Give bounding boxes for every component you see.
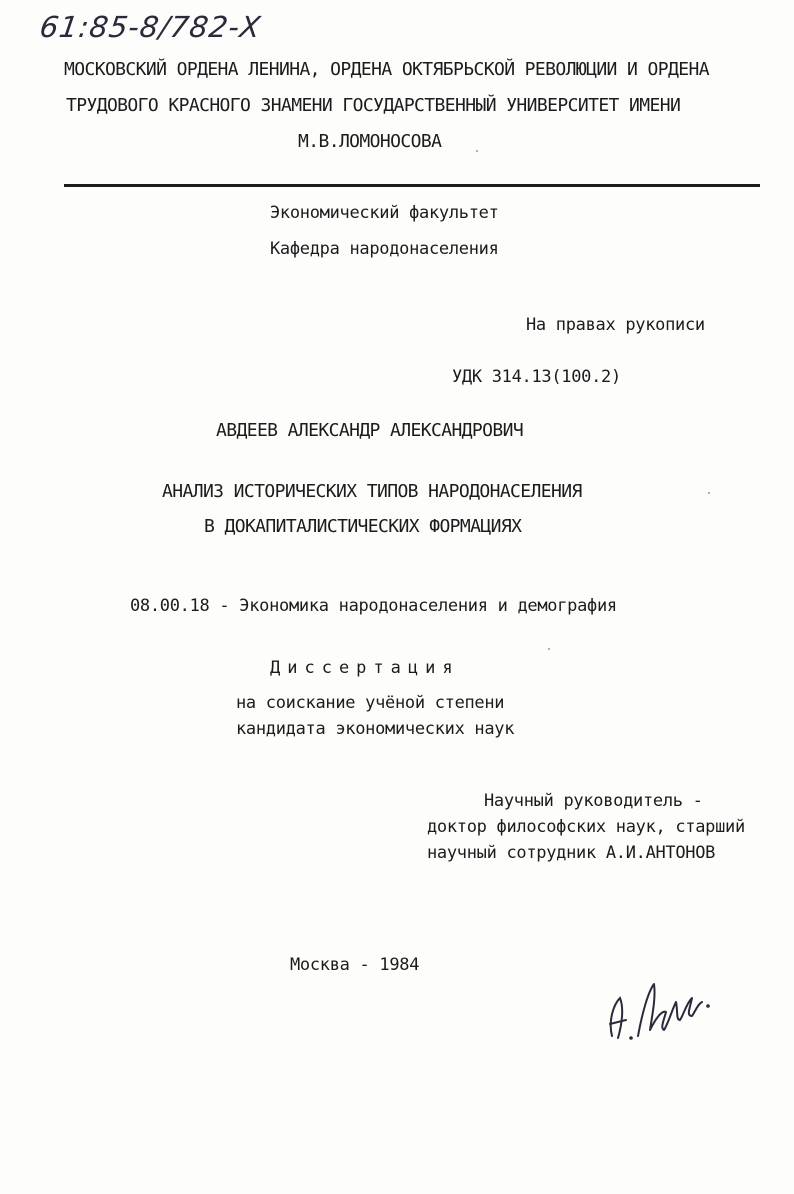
degree-line-1: на соискание учёной степени bbox=[236, 693, 505, 713]
university-name-line-1: МОСКОВСКИЙ ОРДЕНА ЛЕНИНА, ОРДЕНА ОКТЯБРЬСКОЙ РЕВОЛЮЦИИ И ОРДЕНА bbox=[64, 59, 709, 80]
faculty-name: Экономический факультет bbox=[270, 203, 499, 223]
university-name-line-3: М.В.ЛОМОНОСОВА bbox=[298, 131, 442, 152]
document-type-heading: Диссертация bbox=[270, 658, 460, 678]
paper-speck bbox=[548, 648, 550, 650]
archive-code-handwritten: 61:85-8/782-Х bbox=[37, 10, 264, 44]
udc-code: УДК 314.13(100.2) bbox=[452, 367, 621, 387]
degree-line-2: кандидата экономических наук bbox=[236, 719, 515, 739]
place-and-year: Москва - 1984 bbox=[290, 955, 420, 975]
specialty-code: 08.00.18 - Экономика народонаселения и демография bbox=[130, 596, 617, 616]
header-divider bbox=[64, 184, 760, 187]
supervisor-line-1: Научный руководитель - bbox=[484, 791, 703, 811]
dissertation-title-line-1: АНАЛИЗ ИСТОРИЧЕСКИХ ТИПОВ НАРОДОНАСЕЛЕНИЯ bbox=[162, 481, 582, 502]
supervisor-line-2: доктор философских наук, старший bbox=[427, 817, 745, 837]
university-name-line-2: ТРУДОВОГО КРАСНОГО ЗНАМЕНИ ГОСУДАРСТВЕННЫЙ УНИВЕРСИТЕТ ИМЕНИ bbox=[66, 95, 681, 116]
paper-speck bbox=[476, 150, 478, 152]
department-name: Кафедра народонаселения bbox=[270, 239, 499, 259]
author-signature bbox=[598, 958, 718, 1048]
paper-speck bbox=[708, 492, 710, 494]
author-name: АВДЕЕВ АЛЕКСАНДР АЛЕКСАНДРОВИЧ bbox=[216, 420, 524, 441]
supervisor-line-3: научный сотрудник А.И.АНТОНОВ bbox=[427, 843, 716, 863]
dissertation-title-line-2: В ДОКАПИТАЛИСТИЧЕСКИХ ФОРМАЦИЯХ bbox=[204, 516, 522, 537]
manuscript-rights-note: На правах рукописи bbox=[526, 315, 705, 335]
